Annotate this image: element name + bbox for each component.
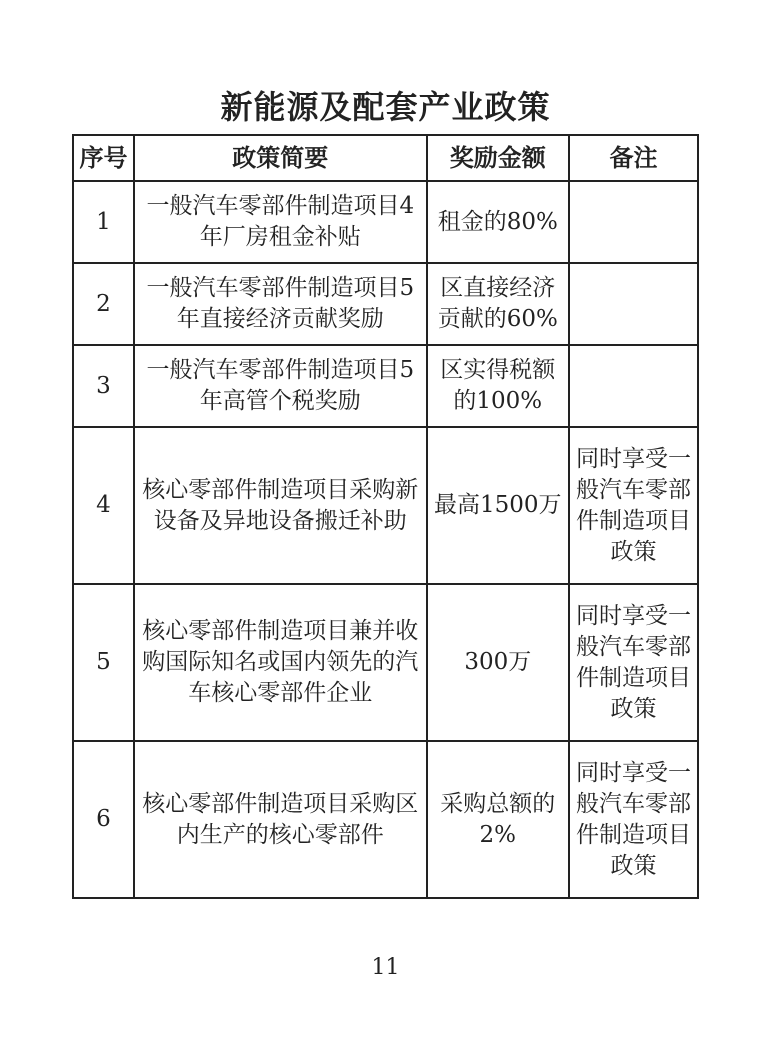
cell-reward: 采购总额的2% [427,741,569,898]
page-title: 新能源及配套产业政策 [220,88,551,126]
cell-note: 同时享受一般汽车零部件制造项目政策 [569,741,698,898]
cell-note: 同时享受一般汽车零部件制造项目政策 [569,427,698,584]
table-row [73,181,698,263]
header-note: 备注 [569,135,698,181]
cell-index: 4 [73,427,134,584]
cell-note [569,181,698,263]
table-row [73,741,698,898]
cell-index: 1 [73,181,134,263]
page-number: 11 [371,955,400,980]
table-row [73,584,698,741]
cell-reward: 租金的80% [427,181,569,263]
cell-reward: 区直接经济贡献的60% [427,263,569,345]
cell-reward: 300万 [427,584,569,741]
table-header-row [73,135,698,181]
cell-summary: 核心零部件制造项目采购新设备及异地设备搬迁补助 [134,427,427,584]
policy-table [72,134,699,899]
cell-summary: 一般汽车零部件制造项目5年直接经济贡献奖励 [134,263,427,345]
cell-note: 同时享受一般汽车零部件制造项目政策 [569,584,698,741]
header-index: 序号 [73,135,134,181]
cell-index: 6 [73,741,134,898]
cell-index: 3 [73,345,134,427]
cell-note [569,263,698,345]
cell-summary: 一般汽车零部件制造项目5年高管个税奖励 [134,345,427,427]
header-reward: 奖励金额 [427,135,569,181]
cell-note [569,345,698,427]
cell-summary: 一般汽车零部件制造项目4年厂房租金补贴 [134,181,427,263]
cell-summary: 核心零部件制造项目采购区内生产的核心零部件 [134,741,427,898]
cell-index: 2 [73,263,134,345]
table-row [73,263,698,345]
table-row [73,427,698,584]
cell-summary: 核心零部件制造项目兼并收购国际知名或国内领先的汽车核心零部件企业 [134,584,427,741]
cell-reward: 最高1500万 [427,427,569,584]
header-summary: 政策简要 [134,135,427,181]
table-row [73,345,698,427]
cell-index: 5 [73,584,134,741]
cell-reward: 区实得税额的100% [427,345,569,427]
